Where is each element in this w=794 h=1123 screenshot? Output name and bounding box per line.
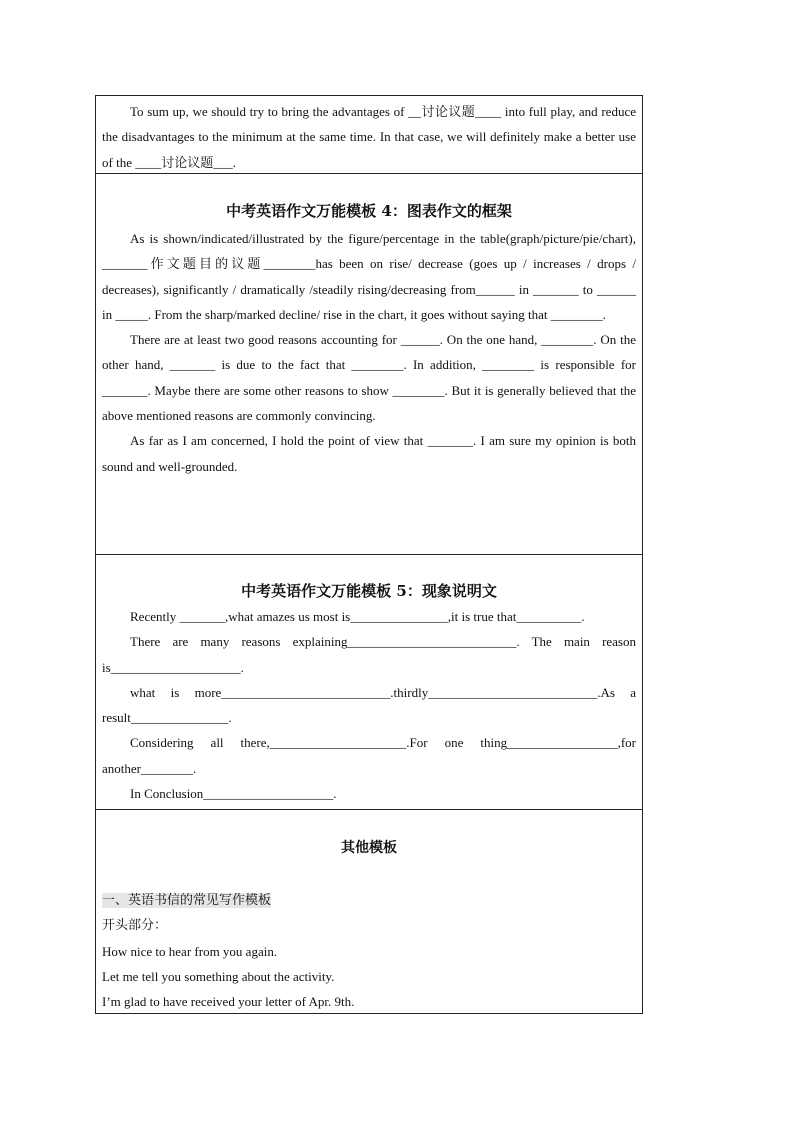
chart-paragraph-2: There are at least two good reasons accounting for ______. On the one hand, ________. On the other hand, _______ is due to the fact that ________. In addition, ________ is responsible for _______. Maybe there are some other reasons to show ________. But it is generally believed that the above mentioned reasons are commonly convincing. — [102, 332, 636, 424]
letter-heading: 一、英语书信的常见写作模板 — [102, 893, 272, 908]
letter-line-2: Let me tell you something about the activity. — [102, 968, 335, 984]
phenomenon-template-cell — [96, 554, 642, 809]
chart-paragraph-3: As far as I am concerned, I hold the point of view that _______. I am sure my opinion is both sound and well-grounded. — [102, 433, 636, 474]
phenomenon-paragraph-3: what is more__________________________.thirdly__________________________.As a result_______________. — [102, 684, 636, 726]
phenomenon-paragraph-4: Considering all there,_____________________.For one thing_________________,for another________. — [102, 735, 636, 776]
chart-template-cell — [96, 173, 642, 554]
phenomenon-template-title: 中考英语作文万能模板 5：现象说明文 — [241, 582, 497, 600]
chart-paragraph-1: As is shown/indicated/illustrated by the figure/percentage in the table(graph/picture/pie/chart), _______作文题目的议题________has been on rise/ decrease (goes up / increases / drops / decreases), significantly / dramatically /steadily rising/decreasing from______ in _______ to ______ in _____. From the sharp/marked decline/ rise in the chart, it goes without saying that ________. — [102, 231, 636, 322]
chart-template-title: 中考英语作文万能模板 4：图表作文的框架 — [226, 202, 512, 220]
letter-line-3: I’m glad to have received your letter of Apr. 9th. — [102, 994, 355, 1010]
other-templates-title: 其他模板 — [341, 840, 397, 856]
letter-line-1: How nice to hear from you again. — [102, 943, 278, 959]
other-templates-cell — [96, 809, 642, 1013]
phenomenon-paragraph-5: In Conclusion____________________. — [130, 786, 337, 802]
conclusion-template-cell — [96, 96, 642, 173]
document-table — [95, 95, 643, 1014]
phenomenon-paragraph-1: Recently _______,what amazes us most is_______________,it is true that__________. — [130, 609, 585, 624]
conclusion-paragraph: To sum up, we should try to bring the advantages of __讨论议题____ into full play, and reduce the disadvantages to the minimum at the same time. In that case, we will definitely make a better use of the ____讨论议题___. — [102, 104, 636, 170]
phenomenon-paragraph-2: There are many reasons explaining__________________________. The main reason is____________________. — [102, 634, 636, 675]
opening-section-label: 开头部分： — [102, 918, 168, 934]
